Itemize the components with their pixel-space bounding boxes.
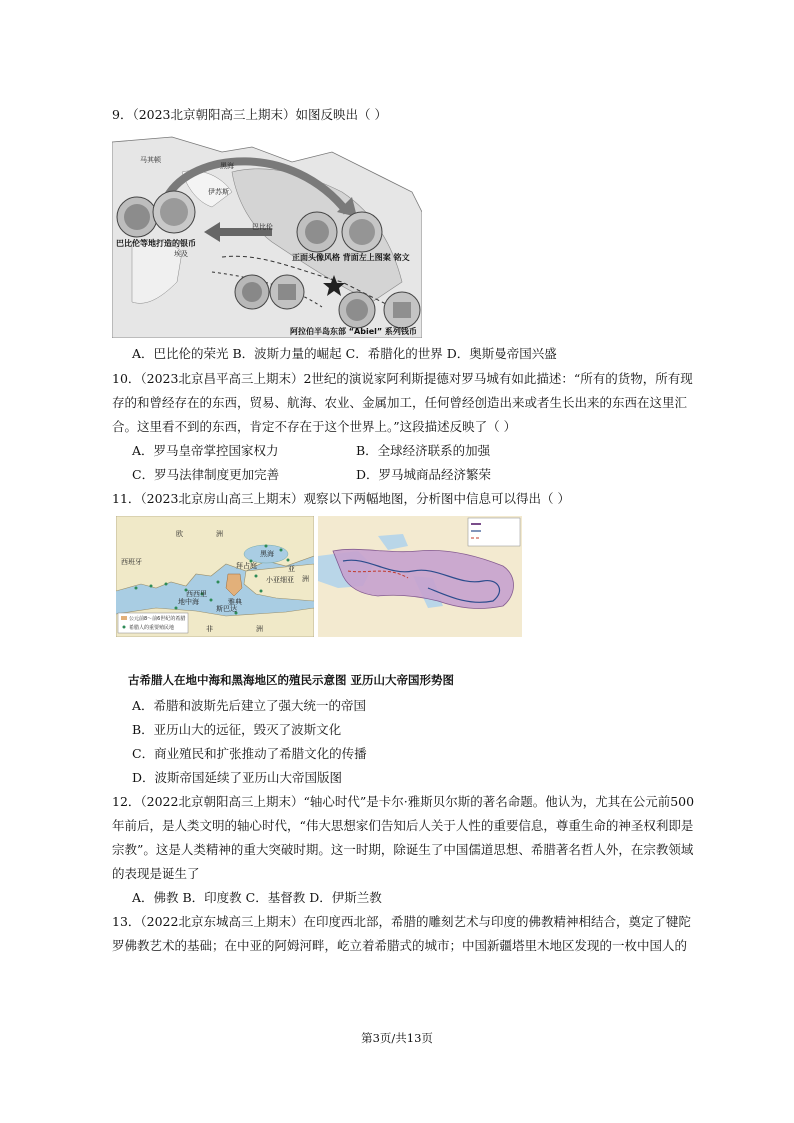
svg-text:雅典: 雅典 — [228, 598, 242, 606]
svg-text:小亚细亚: 小亚细亚 — [266, 576, 294, 584]
question-12-stem-1: 12．（2022北京朝阳高三上期末）“轴心时代”是卡尔·雅斯贝尔斯的著名命题。他认为，尤其在公元前500 — [112, 794, 695, 809]
question-11-option-c: C．商业殖民和扩张推动了希腊文化的传播 — [132, 746, 367, 761]
svg-text:拜占庭: 拜占庭 — [236, 562, 257, 570]
svg-text:埃及: 埃及 — [174, 250, 188, 258]
option-d: D．罗马城商品经济繁荣 — [356, 467, 492, 482]
svg-text:非: 非 — [206, 625, 213, 633]
svg-text:公元前8～前6世纪的希腊: 公元前8～前6世纪的希腊 — [129, 616, 186, 622]
greek-colonization-map — [116, 516, 314, 637]
alexander-empire-map — [318, 516, 522, 637]
question-10-options-row-2 — [132, 466, 491, 484]
svg-text:马其顿: 马其顿 — [140, 156, 161, 164]
svg-text:黑海: 黑海 — [220, 162, 234, 170]
question-13-stem-2: 罗佛教艺术的基础；在中亚的阿姆河畔，屹立着希腊式的城市；中国新疆塔里木地区发现的一枚中国人的 — [112, 938, 688, 953]
question-12-stem-2: 年前后，是人类文明的轴心时代，“伟大思想家们告知后人关于人性的重要信息，尊重生命的神圣权利即是 — [112, 818, 694, 833]
svg-text:欧: 欧 — [176, 530, 183, 538]
svg-text:洲: 洲 — [216, 530, 223, 538]
question-10-stem-2: 存的和曾经存在的东西，贸易、航海、农业、金属加工，任何曾经创造出来或者生长出来的东西在这里汇 — [112, 395, 688, 410]
option-c: C．罗马法律制度更加完善 — [132, 467, 280, 482]
svg-text:亚: 亚 — [288, 565, 295, 573]
svg-text:黑海: 黑海 — [260, 550, 274, 558]
question-11-option-a: A．希腊和波斯先后建立了强大统一的帝国 — [132, 698, 367, 713]
question-13-stem-1: 13．（2022北京东城高三上期末）在印度西北部，希腊的雕刻艺术与印度的佛教精神相结合，奠定了犍陀 — [112, 914, 691, 929]
question-10-stem-1: 10．（2023北京昌平高三上期末）2世纪的演说家阿利斯提德对罗马城有如此描述：“所有的货物，所有现 — [112, 371, 693, 386]
svg-text:洲: 洲 — [256, 625, 263, 633]
question-9-options: A．巴比伦的荣光 B．波斯力量的崛起 C．希腊化的世界 D．奥斯曼帝国兴盛 — [132, 346, 557, 361]
svg-text:希腊人的重要殖民地: 希腊人的重要殖民地 — [129, 625, 175, 631]
svg-text:地中海: 地中海 — [178, 598, 199, 606]
question-11-option-d: D．波斯帝国延续了亚历山大帝国版图 — [132, 770, 343, 785]
svg-text:巴比伦等地打造的银币: 巴比伦等地打造的银币 — [116, 239, 196, 248]
question-11-stem: 11．（2023北京房山高三上期末）观察以下两幅地图，分析图中信息可以得出（ ） — [112, 491, 570, 506]
question-10-options-row-1 — [132, 442, 490, 460]
svg-text:阿拉伯半岛东部 “Abiel” 系列钱币: 阿拉伯半岛东部 “Abiel” 系列钱币 — [290, 327, 417, 336]
question-9-stem: 9．（2023北京朝阳高三上期末）如图反映出（ ） — [112, 107, 387, 122]
page-number: 第3页/共13页 — [361, 1031, 433, 1045]
svg-text:西西里: 西西里 — [186, 590, 207, 598]
svg-text:伊苏斯: 伊苏斯 — [208, 188, 229, 196]
question-12-stem-3: 宗教”。这是人类精神的重大突破时期。这一时期，除诞生了中国儒道思想、希腊著名哲人外，在宗教领域 — [112, 842, 694, 857]
svg-text:巴比伦: 巴比伦 — [252, 223, 273, 231]
option-a: A．罗马皇帝掌控国家权力 — [132, 443, 279, 458]
svg-text:洲: 洲 — [302, 575, 309, 583]
svg-text:正面头像风格 背面左上图案 铭文: 正面头像风格 背面左上图案 铭文 — [292, 253, 410, 262]
question-12-options: A．佛教 B．印度教 C．基督教 D．伊斯兰教 — [132, 890, 382, 905]
svg-text:斯巴达: 斯巴达 — [216, 605, 237, 613]
question-12-stem-4: 的表现是诞生了 — [112, 866, 200, 881]
question-11-map-caption: 古希腊人在地中海和黑海地区的殖民示意图 亚历山大帝国形势图 — [128, 673, 455, 687]
svg-text:西班牙: 西班牙 — [121, 558, 142, 566]
option-b: B．全球经济联系的加强 — [356, 443, 491, 458]
question-10-stem-3: 合。这里看不到的东西，肯定不存在于这个世界上。”这段描述反映了（ ） — [112, 419, 517, 434]
question-11-option-b: B．亚历山大的远征，毁灭了波斯文化 — [132, 722, 342, 737]
question-9-coin-map — [112, 132, 422, 338]
